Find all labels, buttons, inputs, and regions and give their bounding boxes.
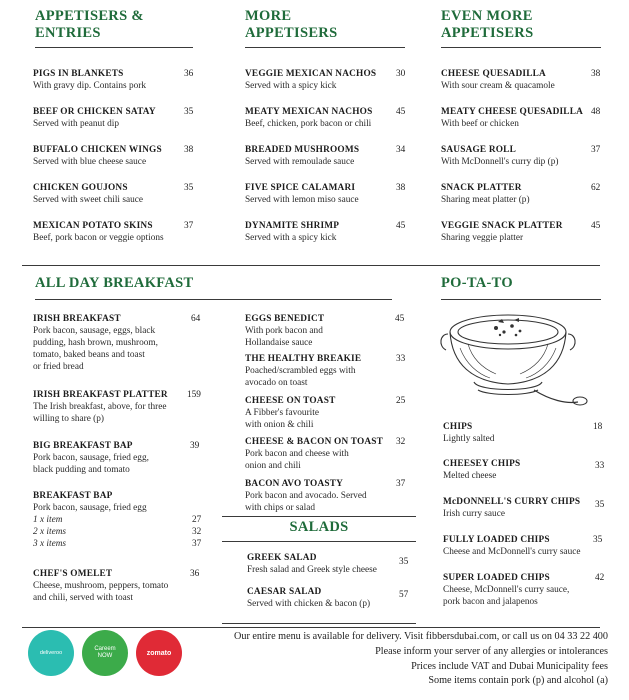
item-name: MEATY MEXICAN NACHOS — [245, 107, 373, 117]
item-price: 45 — [395, 314, 405, 324]
soup-bowl-illustration-icon — [438, 304, 588, 414]
item-name: BUFFALO CHICKEN WINGS — [33, 145, 162, 155]
item-price: 39 — [190, 441, 200, 451]
item-desc-line: with chips or salad — [245, 503, 315, 513]
breakfast-heading: ALL DAY BREAKFAST — [35, 275, 194, 291]
item-desc-line: or fried bread — [33, 362, 84, 372]
menu-item — [441, 68, 603, 92]
item-price: 36 — [190, 569, 200, 579]
item-price: 35 — [184, 107, 194, 117]
potato-rule — [441, 299, 601, 300]
item-price: 48 — [591, 107, 601, 117]
menu-item — [441, 220, 603, 244]
item-name: BACON AVO TOASTY — [245, 479, 344, 489]
item-desc-line: pork bacon and jalapenos — [443, 597, 538, 607]
zomato-logo[interactable]: zomato — [136, 630, 182, 676]
potato-heading: PO-TA-TO — [441, 275, 513, 291]
item-desc: Served with remoulade sauce — [245, 157, 355, 167]
item-price: 37 — [591, 145, 601, 155]
item-option — [33, 514, 203, 526]
menu-item — [33, 106, 193, 130]
item-desc: Lightly salted — [443, 434, 495, 444]
item-desc-line: Cheese, mushroom, peppers, tomato — [33, 581, 169, 591]
item-desc: Served with peanut dip — [33, 119, 119, 129]
item-desc: Melted cheese — [443, 471, 497, 481]
menu-item — [443, 458, 605, 482]
option-label: 2 x items — [33, 527, 67, 537]
item-name: BIG BREAKFAST BAP — [33, 441, 133, 451]
item-name: CHICKEN GOUJONS — [33, 183, 128, 193]
item-price: 35 — [595, 500, 605, 510]
item-name: CHEESE QUESADILLA — [441, 69, 546, 79]
menu-item — [245, 106, 405, 130]
item-name: CHEESEY CHIPS — [443, 459, 521, 469]
item-price: 18 — [593, 422, 603, 432]
menu-item — [33, 220, 193, 244]
item-desc-line: Pork bacon and avocado. Served — [245, 491, 367, 501]
menu-item — [245, 395, 407, 431]
item-desc-line: Poached/scrambled eggs with — [245, 366, 356, 376]
item-name: MEATY CHEESE QUESADILLA — [441, 107, 584, 117]
item-name: FIVE SPICE CALAMARI — [245, 183, 356, 193]
item-name: GREEK SALAD — [247, 553, 317, 563]
menu-item — [245, 436, 407, 472]
item-price: 57 — [399, 590, 409, 600]
item-price: 37 — [396, 479, 406, 489]
item-name: SUPER LOADED CHIPS — [443, 573, 550, 583]
footer-delivery-note: Our entire menu is available for delivery. Visit fibbersdubai.com, or call us on 04 33 22 400 — [234, 631, 608, 642]
breakfast-rule — [35, 299, 392, 300]
item-desc: Served with sweet chili sauce — [33, 195, 143, 205]
menu-item — [441, 144, 603, 168]
item-name: THE HEALTHY BREAKIE — [245, 354, 362, 364]
item-name: MEXICAN POTATO SKINS — [33, 221, 153, 231]
footer-vat-note: Prices include VAT and Dubai Municipality fees — [411, 661, 608, 672]
footer-pork-note: Some items contain pork (p) and alcohol (a) — [428, 675, 608, 686]
item-desc-line: The Irish breakfast, above, for three — [33, 402, 167, 412]
item-name: SAUSAGE ROLL — [441, 145, 516, 155]
item-name: BEEF OR CHICKEN SATAY — [33, 107, 156, 117]
item-desc-line: with onion & chili — [245, 420, 314, 430]
item-name: CHEF'S OMELET — [33, 569, 113, 579]
menu-item — [33, 313, 203, 373]
menu-item — [33, 490, 203, 550]
item-desc: Irish curry sauce — [443, 509, 505, 519]
item-desc: Fresh salad and Greek style cheese — [247, 565, 377, 575]
item-desc: Served with lemon miso sauce — [245, 195, 359, 205]
item-price: 62 — [591, 183, 601, 193]
option-price: 37 — [192, 539, 202, 549]
menu-item — [441, 106, 603, 130]
item-price: 37 — [184, 221, 194, 231]
item-price: 25 — [396, 396, 406, 406]
item-name: McDONNELL'S CURRY CHIPS — [443, 497, 581, 507]
item-desc-line: pudding, hash brown, mushroom, — [33, 338, 158, 348]
item-name: BREAKFAST BAP — [33, 491, 113, 501]
menu-item — [245, 220, 405, 244]
item-name: VEGGIE MEXICAN NACHOS — [245, 69, 377, 79]
option-label: 1 x item — [33, 515, 63, 525]
option-label: 3 x items — [33, 539, 67, 549]
menu-item — [443, 572, 613, 608]
item-price: 38 — [396, 183, 406, 193]
item-price: 32 — [396, 437, 406, 447]
item-desc-line: A Fibber's favourite — [245, 408, 319, 418]
item-price: 34 — [396, 145, 406, 155]
item-desc-line: onion and chili — [245, 461, 301, 471]
item-price: 38 — [591, 69, 601, 79]
item-desc-line: and chili, served with toast — [33, 593, 133, 603]
even-more-appetisers-rule — [441, 47, 601, 48]
menu-item — [245, 182, 405, 206]
item-desc: Cheese and McDonnell's curry sauce — [443, 547, 581, 557]
item-name: VEGGIE SNACK PLATTER — [441, 221, 563, 231]
item-price: 35 — [184, 183, 194, 193]
more-appetisers-rule — [245, 47, 405, 48]
careem-now-logo[interactable]: Careem NOW — [82, 630, 128, 676]
menu-item — [245, 478, 407, 514]
item-price: 35 — [593, 535, 603, 545]
item-name: IRISH BREAKFAST — [33, 314, 121, 324]
item-name: DYNAMITE SHRIMP — [245, 221, 340, 231]
item-desc-line: Pork bacon, sausage, fried egg, — [33, 453, 149, 463]
footer-divider — [22, 627, 600, 628]
item-desc: Beef, pork bacon or veggie options — [33, 233, 164, 243]
option-price: 27 — [192, 515, 202, 525]
menu-item — [443, 534, 613, 558]
item-name: BREADED MUSHROOMS — [245, 145, 360, 155]
item-price: 36 — [184, 69, 194, 79]
item-price: 35 — [399, 557, 409, 567]
item-name: CHEESE & BACON ON TOAST — [245, 437, 384, 447]
item-name: PIGS IN BLANKETS — [33, 69, 124, 79]
item-name: EGGS BENEDICT — [245, 314, 325, 324]
item-name: CHIPS — [443, 422, 473, 432]
menu-item — [33, 144, 193, 168]
menu-item — [245, 353, 407, 389]
item-desc: Served with a spicy kick — [245, 81, 337, 91]
menu-item — [33, 389, 205, 425]
appetisers-heading: APPETISERS & ENTRIES — [35, 8, 144, 41]
menu-item — [247, 586, 409, 610]
item-desc-line: Pork bacon, sausage, eggs, black — [33, 326, 156, 336]
menu-item — [33, 440, 203, 476]
item-desc: Beef, chicken, pork bacon or chili — [245, 119, 372, 129]
item-desc: With gravy dip. Contains pork — [33, 81, 146, 91]
item-name: CHEESE ON TOAST — [245, 396, 336, 406]
item-price: 45 — [396, 221, 406, 231]
item-price: 38 — [184, 145, 194, 155]
item-name: IRISH BREAKFAST PLATTER — [33, 390, 168, 400]
menu-item — [443, 421, 605, 445]
item-price: 42 — [595, 573, 605, 583]
item-desc-line: avocado on toast — [245, 378, 308, 388]
item-price: 45 — [591, 221, 601, 231]
item-desc: Served with blue cheese sauce — [33, 157, 147, 167]
menu-item — [33, 68, 193, 92]
item-name: FULLY LOADED CHIPS — [443, 535, 550, 545]
item-desc: Served with chicken & bacon (p) — [247, 599, 371, 609]
deliveroo-logo[interactable]: deliveroo — [28, 630, 74, 676]
item-desc-line: black pudding and tomato — [33, 465, 130, 475]
item-desc: With beef or chicken — [441, 119, 519, 129]
menu-item — [441, 182, 603, 206]
item-price: 33 — [396, 354, 406, 364]
item-desc-line: Hollandaise sauce — [245, 338, 313, 348]
item-desc-line: Pork bacon, sausage, fried egg — [33, 503, 147, 513]
item-desc-line: tomato, baked beans and toast — [33, 350, 145, 360]
item-desc: Sharing veggie platter — [441, 233, 524, 243]
item-desc-line: Cheese, McDonnell's curry sauce, — [443, 585, 570, 595]
item-desc: Sharing meat platter (p) — [441, 195, 530, 205]
item-name: CAESAR SALAD — [247, 587, 322, 597]
item-desc: With sour cream & quacamole — [441, 81, 555, 91]
item-price: 45 — [396, 107, 406, 117]
item-option — [33, 526, 203, 538]
menu-item — [33, 568, 205, 604]
item-price: 30 — [396, 69, 406, 79]
item-price: 64 — [191, 314, 201, 324]
item-price: 159 — [187, 390, 201, 400]
item-desc: Served with a spicy kick — [245, 233, 337, 243]
item-price: 33 — [595, 461, 605, 471]
item-desc: With McDonnell's curry dip (p) — [441, 157, 559, 167]
item-desc-line: Pork bacon and cheese with — [245, 449, 349, 459]
salads-heading: SALADS — [289, 519, 349, 535]
item-desc-line: With pork bacon and — [245, 326, 323, 336]
option-price: 32 — [192, 527, 202, 537]
menu-item — [33, 182, 193, 206]
menu-item — [245, 313, 407, 349]
menu-item — [443, 496, 613, 520]
salads-rule — [222, 541, 416, 542]
item-name: SNACK PLATTER — [441, 183, 522, 193]
menu-item — [245, 68, 405, 92]
appetisers-rule — [35, 47, 193, 48]
menu-item — [245, 144, 405, 168]
item-option — [33, 538, 203, 550]
even-more-appetisers-heading: EVEN MORE APPETISERS — [441, 8, 534, 41]
footer-allergy-note: Please inform your server of any allergies or intolerances — [375, 646, 608, 657]
section-divider — [22, 265, 600, 266]
item-desc-line: willing to share (p) — [33, 414, 105, 424]
more-appetisers-heading: MORE APPETISERS — [245, 8, 338, 41]
menu-item — [247, 552, 409, 576]
